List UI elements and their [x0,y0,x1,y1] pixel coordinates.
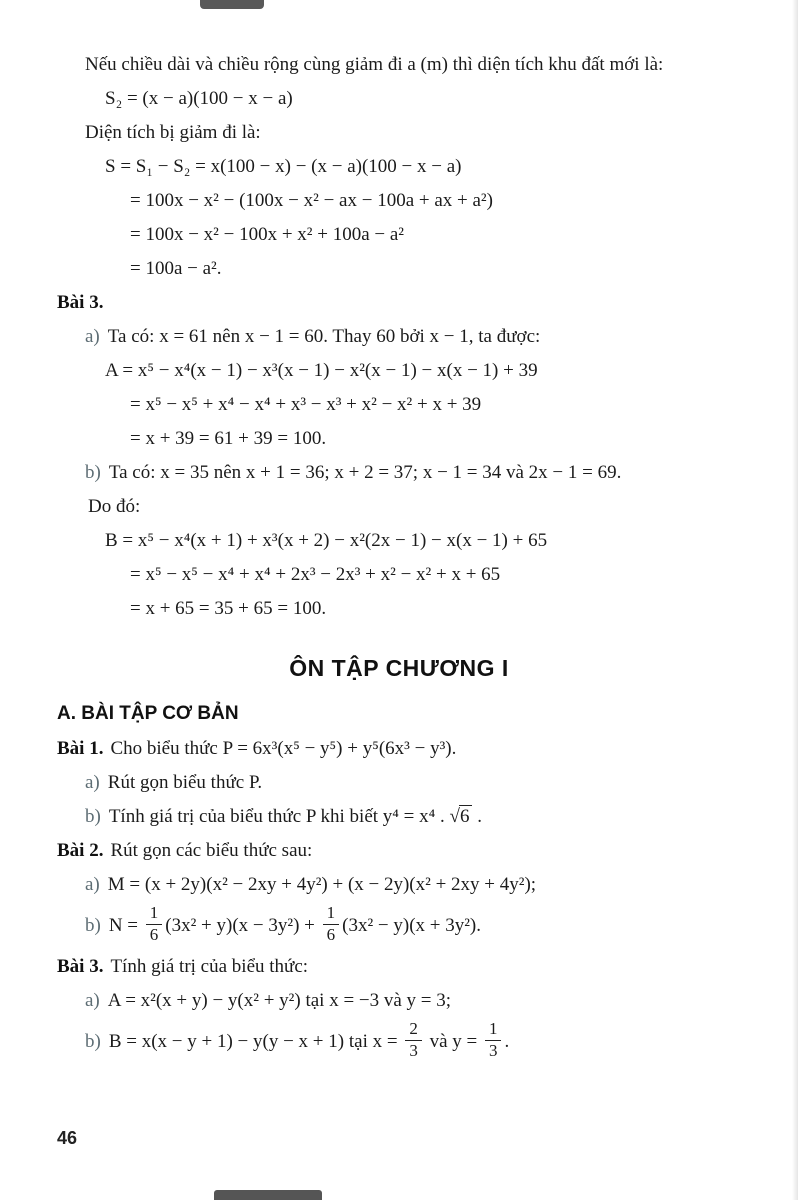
exercise-3-heading [40,286,758,320]
item-text: M = (x + 2y)(x² − 2xy + 4y²) + (x − 2y)(x² + 2xy + 4y²); [107,874,537,895]
fraction [323,904,340,944]
exercise-3b-line [40,456,758,490]
item-text: Rút gọn biểu thức P. [107,772,263,793]
fraction-numerator: 1 [485,1020,502,1041]
item-marker-a: a) [85,990,100,1011]
exercise-2-intro: Rút gọn các biểu thức sau: [110,840,313,861]
item-text: Tính giá trị của biểu thức P khi biết y⁴ = x⁴ . [108,806,450,827]
exercise-3-label: Bài 3. [57,956,104,977]
scan-artifact-top [200,0,264,9]
formula-s-eq3: = 100x − x² − 100x + x² + 100a − a² [130,224,404,245]
item-text: (3x² + y)(x − 3y²) + [165,915,320,936]
formula-s2: S₂ = (x − a)(100 − x − a) [105,88,293,109]
solution-3b-connector: Do đó: [88,496,141,517]
item-text-end: . [472,806,482,827]
page-number: 46 [57,1128,78,1148]
item-text-end: (3x² − y)(x + 3y²). [342,915,482,936]
item-marker-a: a) [85,326,100,347]
fraction-numerator: 1 [146,904,163,925]
formula-b-eq1: B = x⁵ − x⁴(x + 1) + x³(x + 2) − x²(2x − 1) − x(x − 1) + 65 [105,530,548,551]
fraction-numerator: 2 [405,1020,422,1041]
fraction [146,904,163,944]
solution-reduced-intro: Diện tích bị giảm đi là: [85,122,261,143]
review-exercise-3b [40,1018,758,1066]
item-text: Ta có: x = 35 nên x + 1 = 36; x + 2 = 37; x − 1 = 34 và 2x − 1 = 69. [108,462,622,483]
formula-a-eq2: = x⁵ − x⁵ + x⁴ − x⁴ + x³ − x³ + x² − x² + x + 39 [130,394,482,415]
review-exercise-1a [40,766,758,800]
review-exercise-1b [40,800,758,834]
exercise-2-label: Bài 2. [57,840,104,861]
item-text: A = x²(x + y) − y(x² + y²) tại x = −3 và y = 3; [107,990,452,1011]
review-exercise-2a [40,868,758,902]
section-a-title: A. BÀI TẬP CƠ BẢN [57,703,239,724]
exercise-3a-line [40,320,758,354]
item-marker-a: a) [85,772,100,793]
item-marker-b: b) [85,462,101,483]
exercise-3-intro: Tính giá trị của biểu thức: [110,956,309,977]
exercise-3-label: Bài 3. [57,292,104,313]
item-text: và y = [424,1031,482,1052]
item-text: Ta có: x = 61 nên x − 1 = 60. Thay 60 bởi x − 1, ta được: [107,326,541,347]
review-exercise-3a [40,984,758,1018]
sqrt-expression [450,805,473,827]
fraction-denominator: 3 [409,1041,418,1061]
formula-a-eq1: A = x⁵ − x⁴(x − 1) − x³(x − 1) − x²(x − 1) − x(x − 1) + 39 [105,360,538,381]
fraction [405,1020,422,1060]
item-marker-b: b) [85,1031,101,1052]
chapter-review-title: ÔN TẬP CHƯƠNG I [289,655,509,681]
fraction-numerator: 1 [323,904,340,925]
scan-artifact-bottom [214,1190,322,1200]
item-marker-b: b) [85,806,101,827]
item-text: B = x(x − y + 1) − y(y − x + 1) tại x = [108,1031,403,1052]
fraction-denominator: 6 [326,925,336,945]
fraction-denominator: 3 [488,1041,498,1061]
item-marker-b: b) [85,915,101,936]
review-exercise-3 [40,950,758,984]
formula-b-eq3: = x + 65 = 35 + 65 = 100. [130,598,327,619]
solution-intro: Nếu chiều dài và chiều rộng cùng giảm đi a (m) thì diện tích khu đất mới là: [85,54,664,75]
fraction-denominator: 6 [149,925,159,945]
radicand: 6 [459,805,473,827]
formula-s-eq4: = 100a − a². [130,258,222,279]
item-text-end: . [504,1031,510,1052]
fraction [485,1020,502,1060]
review-exercise-2 [40,834,758,868]
review-exercise-1 [40,732,758,766]
formula-s-eq2: = 100x − x² − (100x − x² − ax − 100a + ax + a²) [130,190,493,211]
exercise-1-label: Bài 1. [57,738,104,759]
item-text: N = [108,915,143,936]
item-marker-a: a) [85,874,100,895]
radical-sign: √ [449,806,459,827]
formula-a-eq3: = x + 39 = 61 + 39 = 100. [130,428,327,449]
formula-s-eq1: S = S₁ − S₂ = x(100 − x) − (x − a)(100 − x − a) [105,156,462,177]
exercise-1-intro: Cho biểu thức P = 6x³(x⁵ − y⁵) + y⁵(6x³ − y³). [110,738,457,759]
formula-b-eq2: = x⁵ − x⁵ − x⁴ + x⁴ + 2x³ − 2x³ + x² − x² + x + 65 [130,564,501,585]
review-exercise-2b [40,902,758,950]
